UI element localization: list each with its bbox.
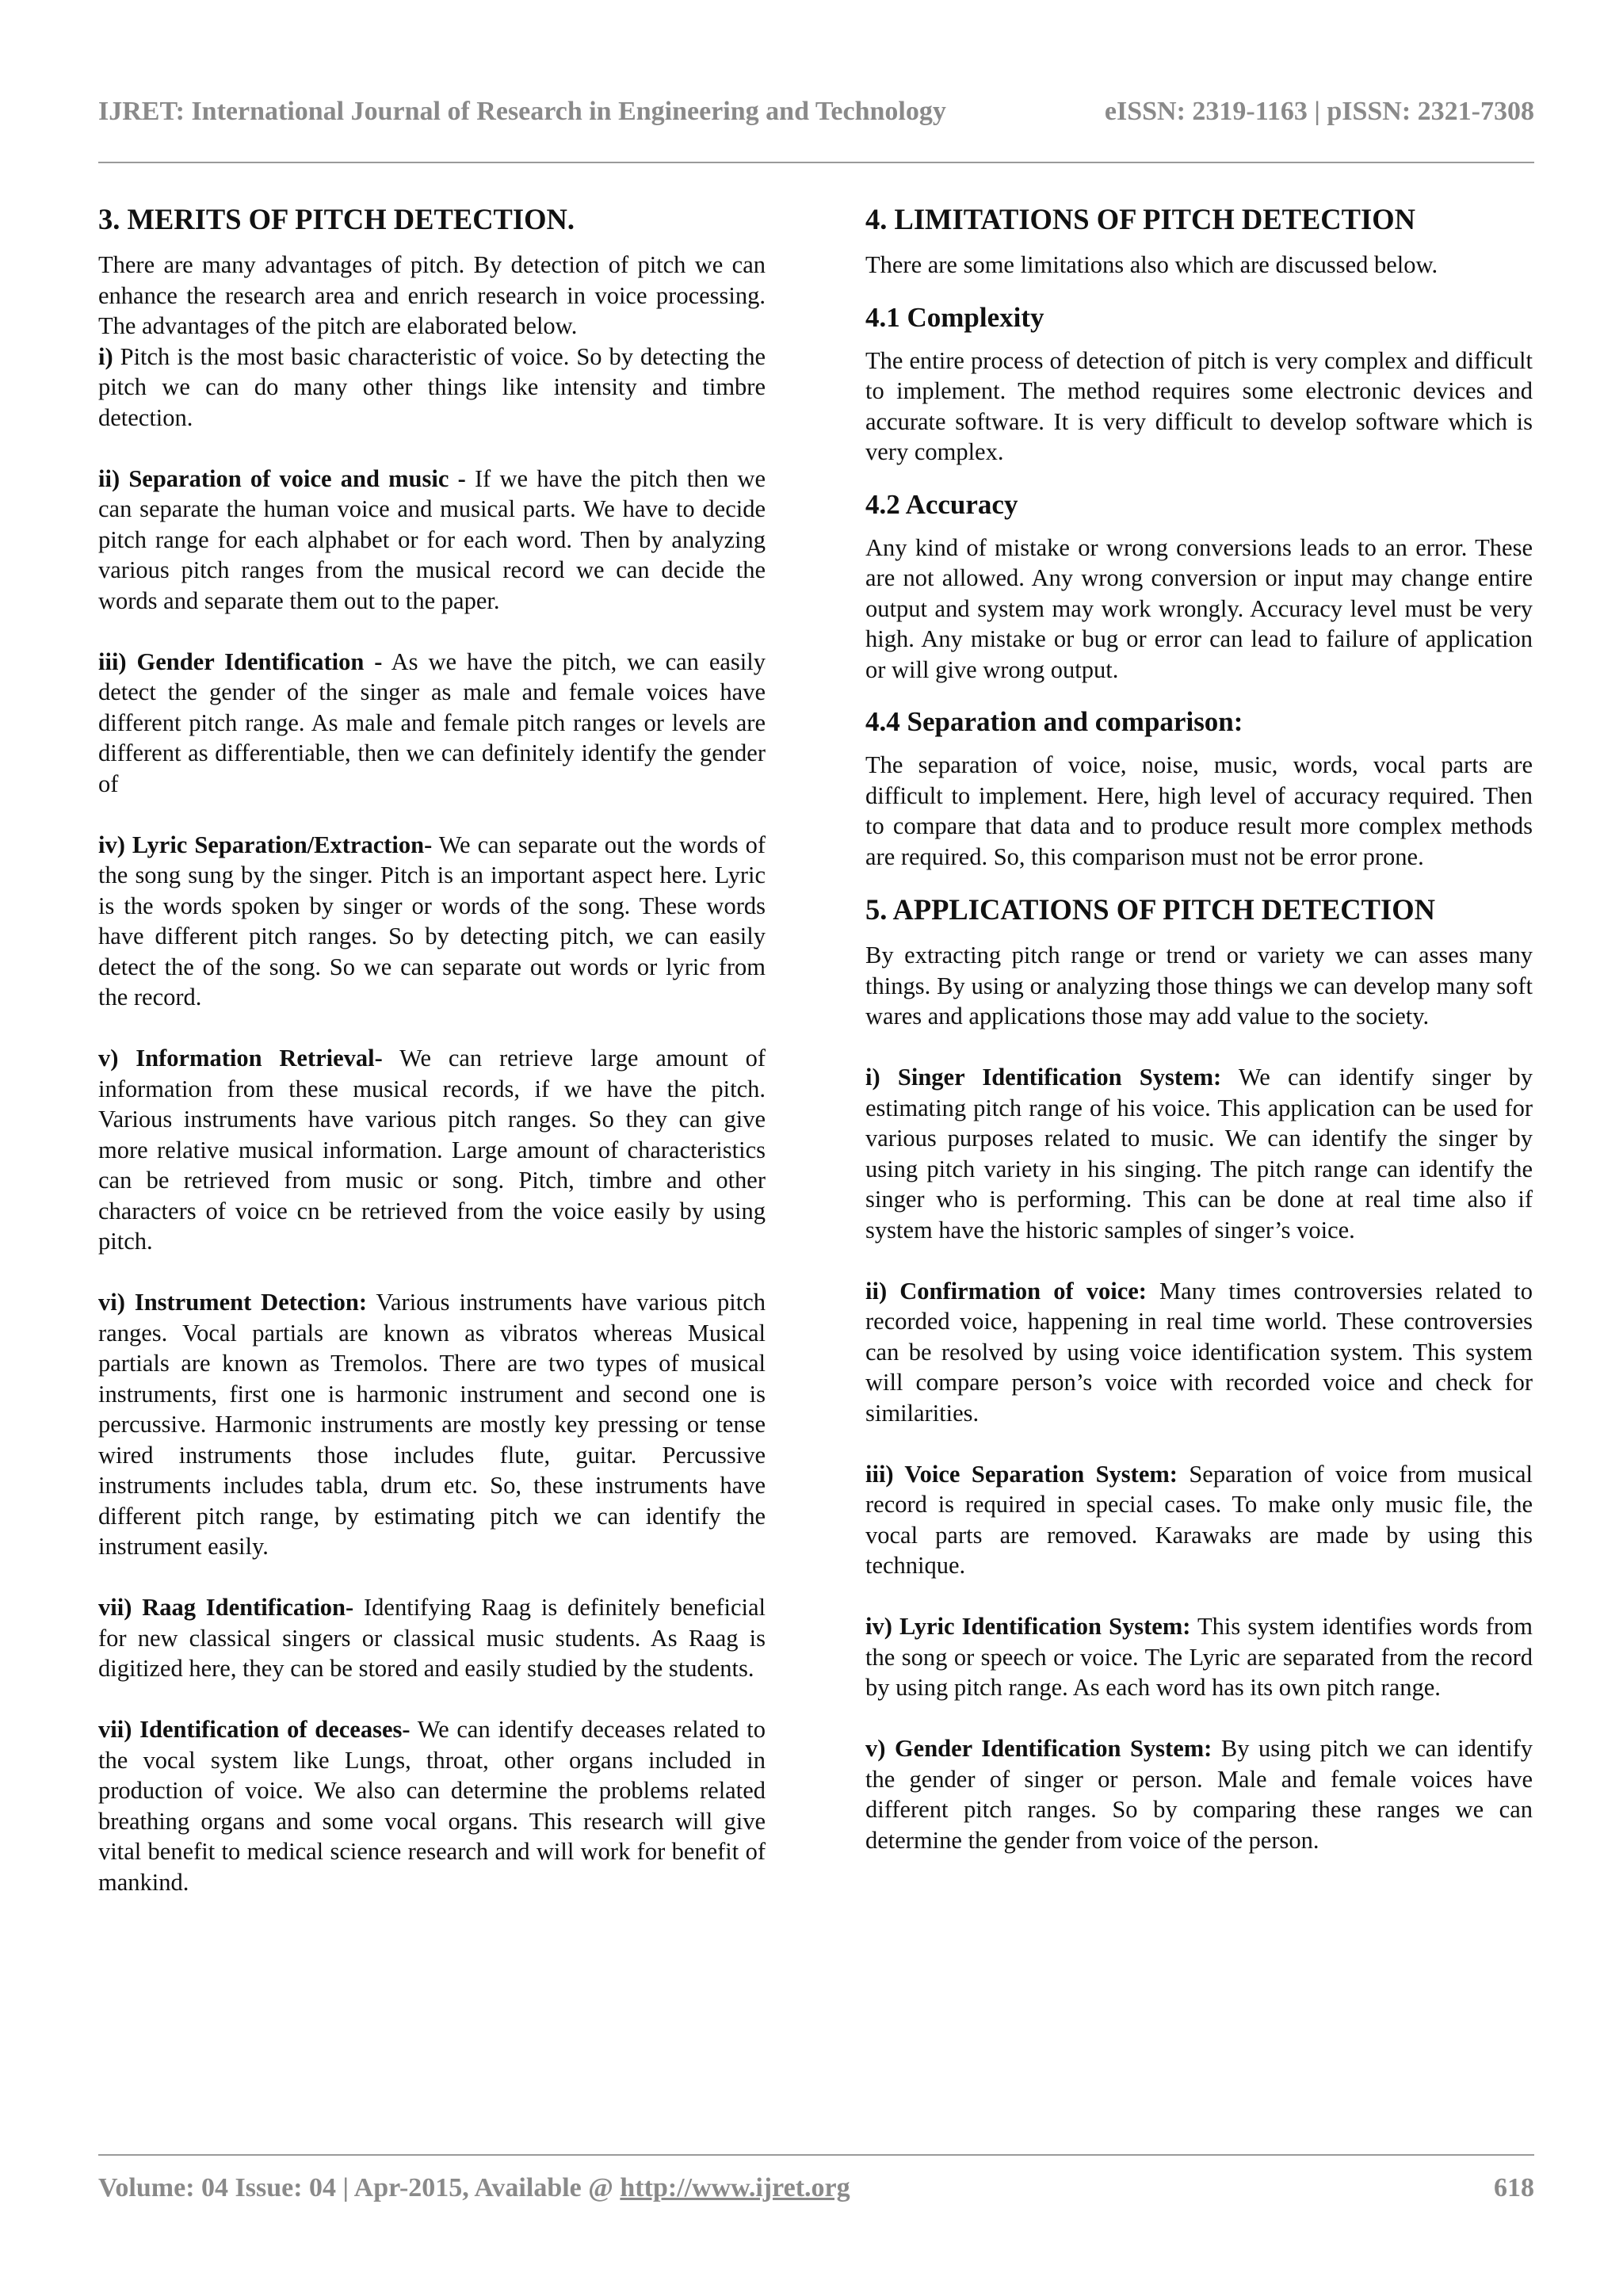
application-label: ii) Confirmation of voice:	[865, 1277, 1147, 1305]
merit-text: If we have the pitch then we can separate the human voice and musical parts. We have to decide pitch range for each alphabet or for each word. Then by analyzing various pitch ranges from the musical record we can decide the words and separate them out to the paper.	[98, 464, 766, 614]
application-item	[865, 1276, 1533, 1429]
merit-text: We can identify deceases related to the vocal system like Lungs, throat, other organs included in production of voice. We also can determine the problems related breathing organs and some vocal organs. This research will give vital benefit to medical science research and will work for benefit of mankind.	[98, 1716, 766, 1896]
merit-item	[98, 1287, 766, 1562]
application-label: v) Gender Identification System:	[865, 1735, 1212, 1762]
merit-label: iv) Lyric Separation/Extraction-	[98, 831, 433, 858]
merit-text: Identifying Raag is definitely beneficial for new classical singers or classical music students. As Raag is digitized here, they can be stored and easily studied by the students.	[98, 1594, 766, 1682]
merit-text: Pitch is the most basic characteristic of voice. So by detecting the pitch we can do many other things like intensity and timbre detection.	[98, 342, 766, 431]
left-column	[98, 202, 766, 1897]
section-5-intro: By extracting pitch range or trend or variety we can asses many things. By using or analyzing those things we can develop many soft wares and applications those may add value to the society.	[865, 942, 1533, 1030]
subsection-accuracy-title: 4.2 Accuracy	[865, 488, 1018, 520]
merit-text: Various instruments have various pitch ranges. Vocal partials are known as vibratos whereas Musical partials are known as Tremolos. There are two types of musical instruments, first one is harmonic instrument and second one is percussive. Harmonic instruments are mostly key pressing or tense wired instruments those includes flute, guitar. Percussive instruments includes tabla, drum etc. So, these instruments have different pitch range, by estimating pitch we can identify the instrument easily.	[98, 1289, 766, 1560]
section-4-heading: 4. LIMITATIONS OF PITCH DETECTION	[865, 203, 1415, 235]
subsection-complexity-text: The entire process of detection of pitch is very complex and difficult to implement. The method requires some electronic devices and accurate software. It is very difficult to develop software which is very complex.	[865, 346, 1533, 465]
merit-item	[98, 342, 766, 434]
merit-item	[98, 1043, 766, 1257]
merit-item	[98, 830, 766, 1013]
section-3-intro: There are many advantages of pitch. By detection of pitch we can enhance the research area and enrich research in voice processing. The advantages of the pitch are elaborated below.	[98, 251, 766, 339]
footer-divider	[98, 2154, 1534, 2156]
application-item	[865, 1062, 1533, 1245]
application-item	[865, 1611, 1533, 1703]
application-label: i) Singer Identification System:	[865, 1064, 1222, 1091]
application-label: iv) Lyric Identification System:	[865, 1613, 1191, 1640]
merit-label: vii) Raag Identification-	[98, 1594, 354, 1621]
page-number: 618	[1494, 2173, 1534, 2202]
application-text: By using pitch we can identify the gender of singer or person. Male and female voices have different pitch ranges. So by comparing these ranges we can determine the gender from voice of the person.	[865, 1735, 1533, 1854]
application-label: iii) Voice Separation System:	[865, 1460, 1178, 1488]
section-4-intro: There are some limitations also which are discussed below.	[865, 251, 1438, 278]
application-text: Separation of voice from musical record is required in special cases. To make only music file, the vocal parts are removed. Karawaks are made by using this technique.	[865, 1460, 1533, 1579]
subsection-separation-title: 4.4 Separation and comparison:	[865, 706, 1243, 737]
subsection-accuracy-text: Any kind of mistake or wrong conversions leads to an error. These are not allowed. Any wrong conversion or input may change entire output and system may work wrongly. Accuracy level must be very high. Any mistake or bug or error can lead to failure of application or will give wrong output.	[865, 533, 1533, 683]
merit-text: As we have the pitch, we can easily detect the gender of the singer as male and female voices have different pitch range. As male and female pitch ranges or levels are different as differentiable, then we can definitely identify the gender of	[98, 648, 766, 797]
header-divider	[98, 162, 1534, 163]
merit-label: v) Information Retrieval-	[98, 1045, 383, 1072]
right-column	[865, 202, 1533, 1855]
footer-volume-info	[98, 2173, 850, 2203]
section-3-heading: 3. MERITS OF PITCH DETECTION.	[98, 203, 575, 235]
subsection-separation-text: The separation of voice, noise, music, words, vocal parts are difficult to implement. Here, high level of accuracy required. Then to compare that data and to produce result more complex methods are required. So, this comparison must not be error prone.	[865, 751, 1533, 870]
journal-title: IJRET: International Journal of Research in Engineering and Technology	[98, 97, 946, 126]
subsection-complexity-title: 4.1 Complexity	[865, 301, 1044, 333]
section-5-heading: 5. APPLICATIONS OF PITCH DETECTION	[865, 893, 1435, 926]
application-item	[865, 1733, 1533, 1855]
application-text: We can identify singer by estimating pitch range of his voice. This application can be used for various purposes related to music. We can identify the singer by using pitch variety in his singing. The pitch range can identify the singer who is performing. This can be done at real time also if system have the historic samples of singer’s voice.	[865, 1064, 1533, 1244]
merit-label: i)	[98, 342, 113, 370]
merit-label: ii) Separation of voice and music -	[98, 464, 466, 492]
merit-label: vi) Instrument Detection:	[98, 1289, 367, 1316]
issn-info: eISSN: 2319-1163 | pISSN: 2321-7308	[1104, 97, 1534, 126]
merit-label: vii) Identification of deceases-	[98, 1716, 411, 1743]
merit-item	[98, 1592, 766, 1684]
merit-text: We can separate out the words of the song sung by the singer. Pitch is an important aspect here. Lyric is the words spoken by singer or words of the song. These words have different pitch ranges. So by detecting pitch, we can easily detect the of the song. So we can separate out words or lyric from the record.	[98, 831, 766, 1010]
footer-volume-text: Volume: 04 Issue: 04 | Apr-2015, Available @	[98, 2173, 621, 2202]
merit-item	[98, 647, 766, 800]
page-footer	[98, 2173, 1534, 2203]
merit-item	[98, 464, 766, 617]
application-text: This system identifies words from the song or speech or voice. The Lyric are separated from the record by using pitch range. As each word has its own pitch range.	[865, 1613, 1533, 1701]
application-item	[865, 1459, 1533, 1581]
merit-text: We can retrieve large amount of information from these musical records, if we have the pitch. Various instruments have various pitch ranges. So they can give more relative musical information. Large amount of characteristics can be retrieved from music or song. Pitch, timbre and other characters of voice cn be retrieved from the voice easily by using pitch.	[98, 1045, 766, 1255]
page-header	[98, 97, 1534, 127]
merit-label: iii) Gender Identification -	[98, 648, 383, 675]
application-text: Many times controversies related to recorded voice, happening in real time world. These controversies can be resolved by using voice identification system. This system will compare person’s voice with recorded voice and check for similarities.	[865, 1277, 1533, 1427]
merit-item	[98, 1714, 766, 1897]
journal-link[interactable]: http://www.ijret.org	[620, 2173, 850, 2202]
